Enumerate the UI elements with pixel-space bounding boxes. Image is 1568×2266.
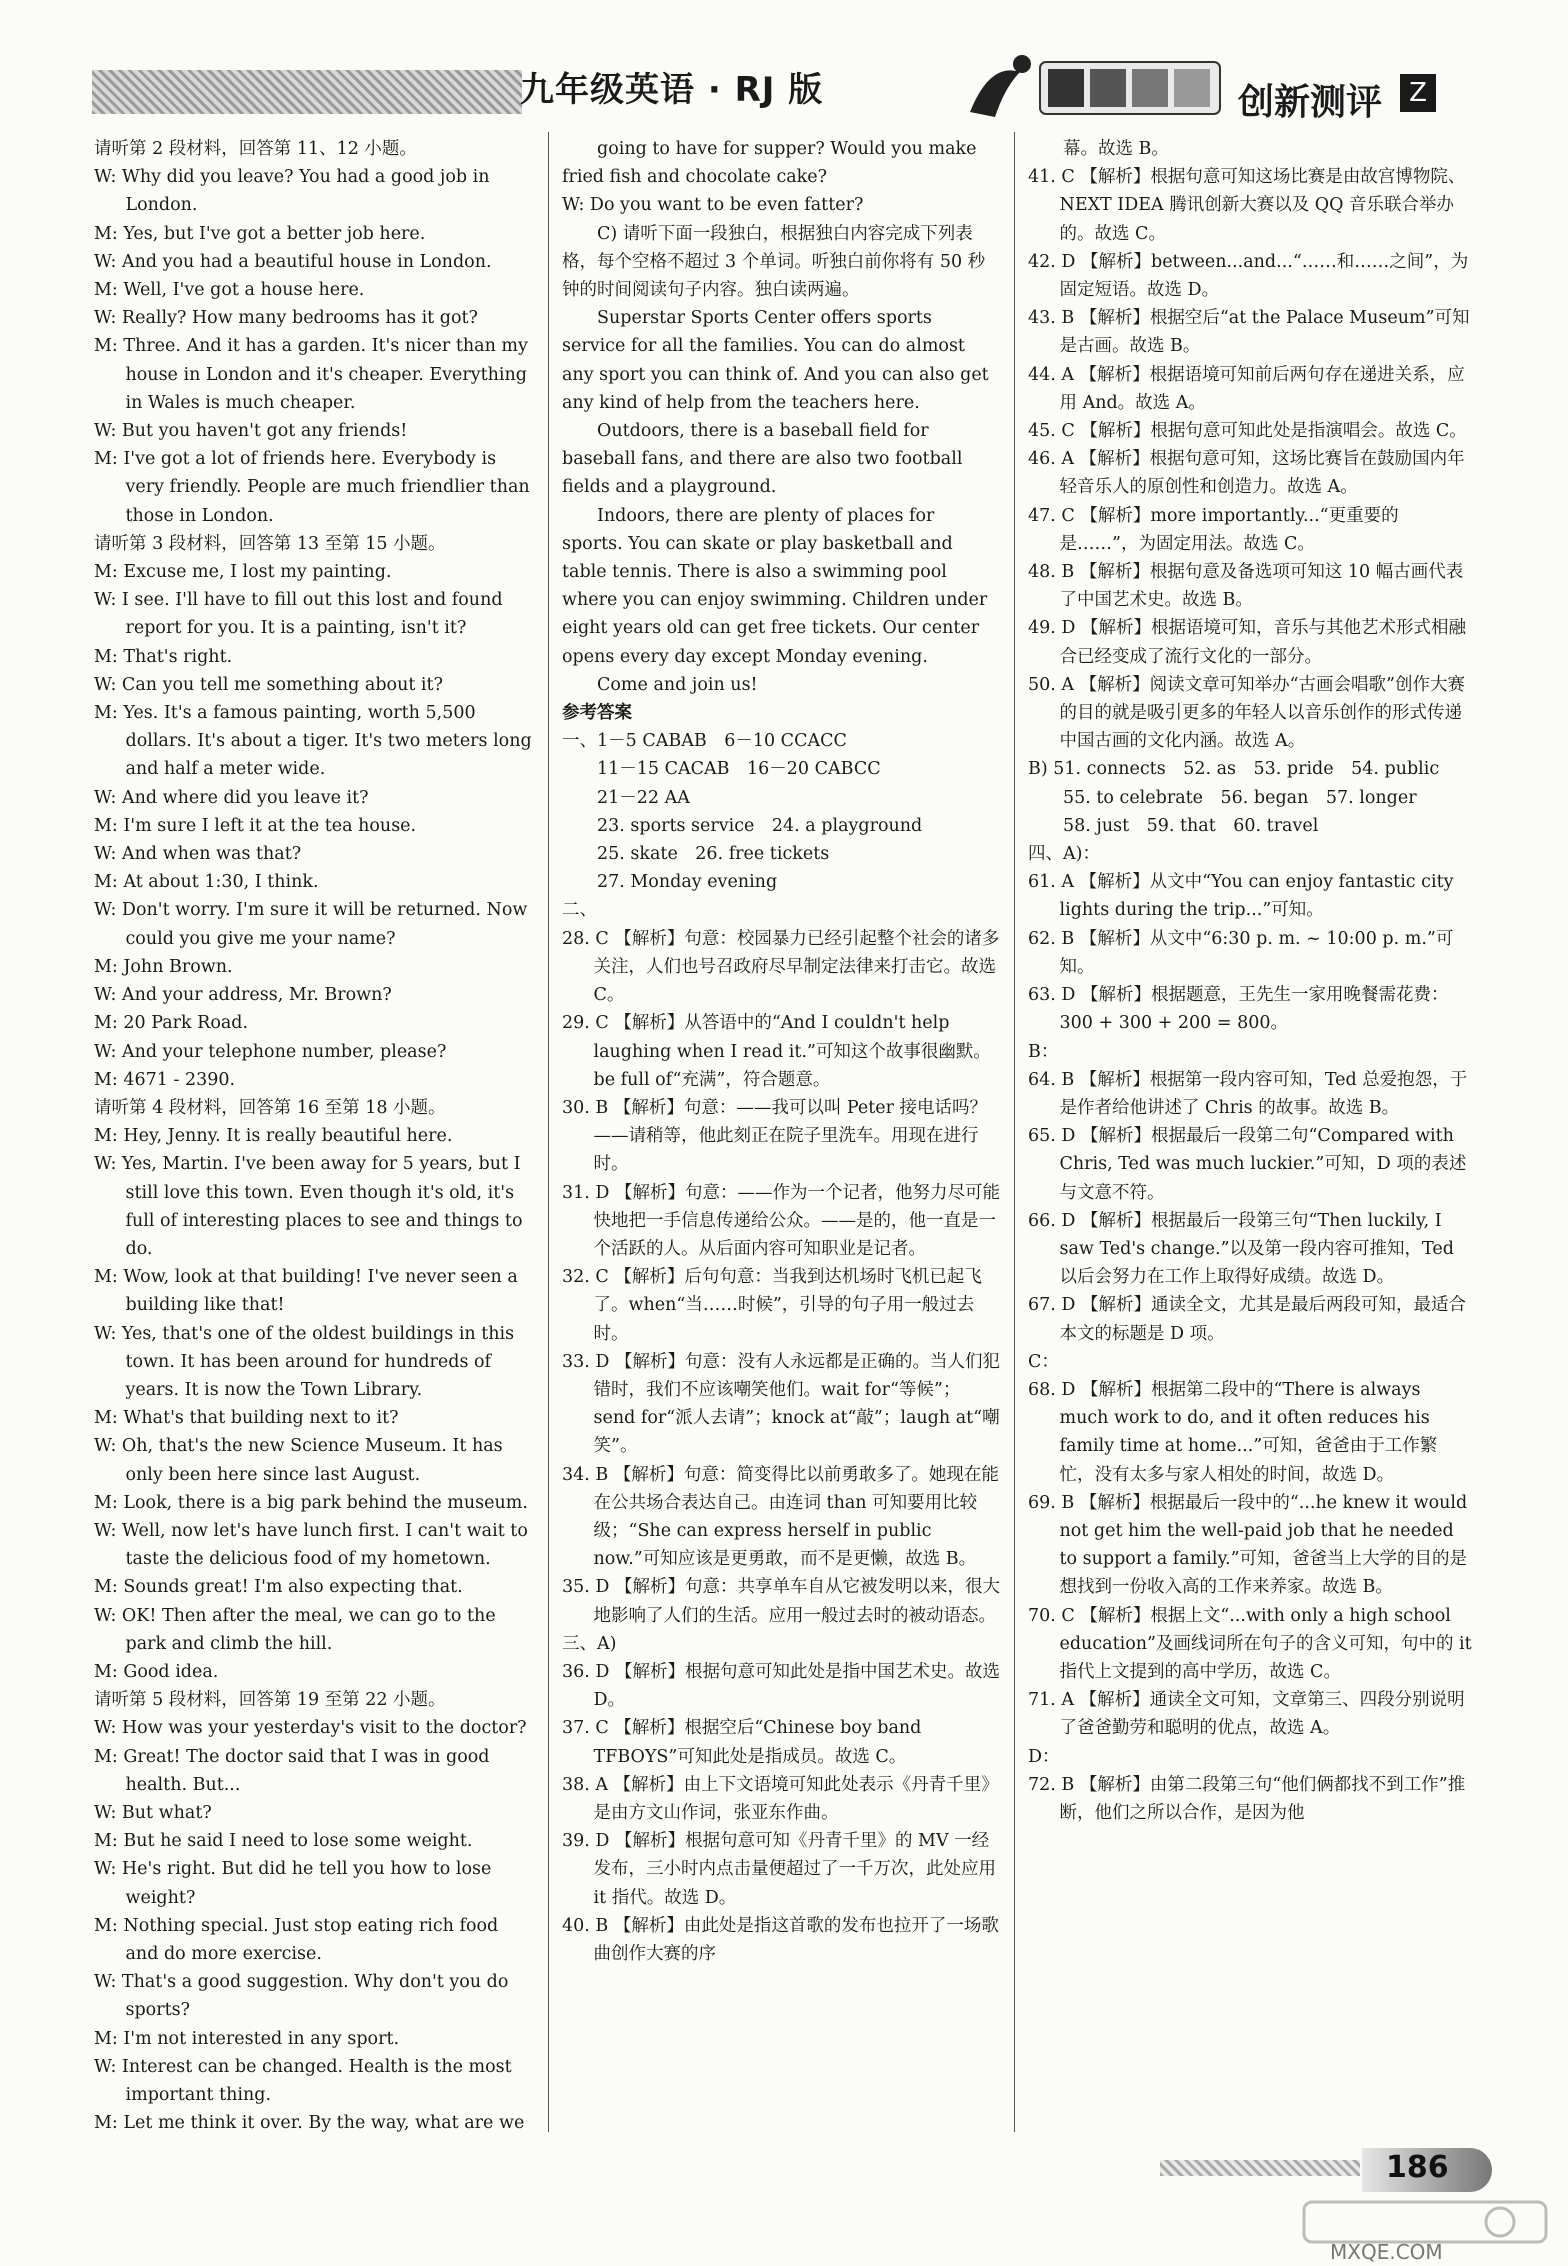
- text-line: 69. B 【解析】根据最后一段中的“...he knew it would not get him the well-paid job that he needed to support a family.”可知，爸爸当上大学的目的是想找到一份收入高的工作来养家。故选 B。: [1028, 1492, 1473, 1598]
- text-line: 38. A 【解析】由上下文语境可知此处表示《丹青千里》是由方文山作词，张亚东作曲。: [562, 1774, 999, 1823]
- text-line: 39. D 【解析】根据句意可知《丹青千里》的 MV 一经发布，三小时内点击量便超过了一千万次，此处应用 it 指代。故选 D。: [562, 1831, 1002, 1908]
- text-line: 71. A 【解析】通读全文可知，文章第三、四段分别说明了爸爸勤劳和聪明的优点，故选 A。: [1028, 1690, 1465, 1739]
- text-line: W: And your address, Mr. Brown?: [94, 985, 392, 1006]
- text-line: going to have for supper? Would you make fried fish and chocolate cake?: [562, 139, 983, 188]
- text-line: 21－22 AA: [597, 787, 690, 808]
- text-line: 70. C 【解析】根据上文“...with only a high school education”及画线词所在句子的含义可知，句中的 it 指代上文提到的高中学历，故选 C。: [1028, 1605, 1478, 1682]
- text-line: M: Yes. It's a famous painting, worth 5,500 dollars. It's about a tiger. It's two meters long and half a meter wide.: [94, 703, 538, 780]
- text-line: 幕。故选 B。: [1063, 139, 1169, 159]
- text-line: 34. B 【解析】句意：简变得比以前勇敢多了。她现在能在公共场合表达自己。由连词 than 可知要用比较级；“She can express herself in public now.”可知应该是更勇敢，而不是更懒，故选 B。: [562, 1464, 999, 1570]
- text-line: W: I see. I'll have to fill out this lost and found report for you. It is a painting, isn't it?: [94, 590, 509, 639]
- text-line: 23. sports service 24. a playground: [597, 815, 923, 836]
- text-line: 三、A): [562, 1633, 617, 1654]
- text-line: 33. D 【解析】句意：没有人永远都是正确的。当人们犯错时，我们不应该嘲笑他们。wait for“等候”；send for“派人去请”；knock at“敲”；laugh at“嘲笑”。: [562, 1351, 1000, 1457]
- header-stripe: [92, 70, 522, 114]
- text-line: Superstar Sports Center offers sports service for all the families. You can do almost any sport you can think of. And you can also get any kind of help from the teachers here.: [562, 308, 995, 413]
- footer-stripe: [1160, 2160, 1360, 2176]
- text-line: 27. Monday evening: [597, 872, 778, 893]
- text-line: 50. A 【解析】阅读文章可知举办“古画会唱歌”创作大赛的目的就是吸引更多的年轻人以音乐创作的形式传递中国古画的文化内涵。故选 A。: [1028, 674, 1465, 752]
- text-line: M: What's that building next to it?: [94, 1408, 399, 1429]
- text-line: W: Oh, that's the new Science Museum. It has only been here since last August.: [94, 1436, 509, 1485]
- text-line: W: And where did you leave it?: [94, 787, 369, 808]
- text-line: 请听第 3 段材料，回答第 13 至第 15 小题。: [94, 533, 446, 554]
- text-line: M: Excuse me, I lost my painting.: [94, 562, 392, 583]
- text-line: 65. D 【解析】根据最后一段第二句“Compared with Chris, Ted was much luckier.”可知，D 项的表述与文意不符。: [1028, 1126, 1467, 1203]
- text-line: M: Wow, look at that building! I've never seen a building like that!: [94, 1267, 524, 1316]
- text-line: 28. C 【解析】句意：校园暴力已经引起整个社会的诸多关注，人们也号召政府尽早制定法律来打击它。故选 C。: [562, 928, 1002, 1006]
- text-line: W: Don't worry. I'm sure it will be returned. Now could you give me your name?: [94, 900, 533, 949]
- text-line: B) 51. connects 52. as 53. pride 54. public: [1028, 759, 1440, 780]
- text-line: M: At about 1:30, I think.: [94, 872, 319, 893]
- text-line: Indoors, there are plenty of places for sports. You can skate or play basketball and table tennis. There is also a swimming pool where you can enjoy swimming. Children under eight years old can get free tickets. Our center opens every day except Monday evening.: [562, 505, 993, 667]
- text-line: Come and join us!: [597, 674, 758, 695]
- text-line: 请听第 5 段材料，回答第 19 至第 22 小题。: [94, 1690, 446, 1711]
- text-line: 35. D 【解析】句意：共享单车自从它被发明以来，很大地影响了人们的生活。应用一般过去时的被动语态。: [562, 1577, 1000, 1626]
- text-line: 61. A 【解析】从文中“You can enjoy fantastic city lights during the trip...”可知。: [1028, 872, 1460, 921]
- text-line: M: I've got a lot of friends here. Everybody is very friendly. People are much friendlier than those in London.: [94, 449, 536, 526]
- text-line: W: And when was that?: [94, 844, 302, 865]
- text-line: W: And you had a beautiful house in London.: [94, 251, 492, 272]
- text-line: 一、1－5 CABAB 6－10 CCACC: [562, 731, 847, 752]
- text-line: 40. B 【解析】由此处是指这首歌的发布也拉开了一场歌曲创作大赛的序: [562, 1915, 999, 1964]
- text-line: M: Great! The doctor said that I was in good health. But...: [94, 1746, 496, 1795]
- text-line: M: 4671 - 2390.: [94, 1069, 236, 1090]
- text-line: W: Well, now let's have lunch first. I can't wait to taste the delicious food of my hometown.: [94, 1520, 534, 1570]
- text-line: B：: [1028, 1041, 1059, 1062]
- page-number: 186: [1386, 2150, 1449, 2185]
- text-line: 66. D 【解析】根据最后一段第三句“Then luckily, I saw Ted's change.”以及第一段内容可推知，Ted 以后会努力在工作上取得好成绩。故选 D。: [1028, 1210, 1460, 1288]
- text-line: M: That's right.: [94, 646, 233, 667]
- text-line: 11－15 CACAB 16－20 CABCC: [597, 759, 881, 780]
- text-line: M: Let me think it over. By the way, what are we: [94, 2113, 525, 2134]
- text-line: M: Well, I've got a house here.: [94, 280, 365, 301]
- text-line: 25. skate 26. free tickets: [597, 844, 830, 865]
- text-line: M: Hey, Jenny. It is really beautiful here.: [94, 1126, 453, 1147]
- text-line: 请听第 4 段材料，回答第 16 至第 18 小题。: [94, 1097, 446, 1118]
- text-line: W: OK! Then after the meal, we can go to the park and climb the hill.: [94, 1605, 502, 1654]
- text-line: W: He's right. But did he tell you how to lose weight?: [94, 1859, 497, 1908]
- text-line: 72. B 【解析】由第二段第三句“他们俩都找不到工作”推断，他们之所以合作，是因为他: [1028, 1774, 1466, 1823]
- text-line: W: Do you want to be even fatter?: [562, 195, 864, 216]
- text-line: 45. C 【解析】根据句意可知此处是指演唱会。故选 C。: [1028, 421, 1467, 442]
- text-line: M: 20 Park Road.: [94, 1013, 249, 1034]
- text-line: 48. B 【解析】根据句意及备选项可知这 10 幅古画代表了中国艺术史。故选 B。: [1028, 562, 1464, 611]
- column-right: [1028, 135, 1478, 2135]
- text-line: 四、A)：: [1028, 844, 1100, 865]
- text-line: W: Interest can be changed. Health is the most important thing.: [94, 2056, 518, 2106]
- text-line: 58. just 59. that 60. travel: [1063, 815, 1319, 836]
- text-line: Outdoors, there is a baseball field for baseball fans, and there are also two football fields and a playground.: [562, 421, 968, 498]
- column-middle: [562, 135, 1006, 2135]
- column-left: [94, 135, 538, 2135]
- brand-badge: Z: [1400, 74, 1436, 112]
- text-line: 36. D 【解析】根据句意可知此处是指中国艺术史。故选 D。: [562, 1661, 1006, 1711]
- page-header: [0, 0, 1568, 130]
- text-line: 29. C 【解析】从答语中的“And I couldn't help laughing when I read it.”可知这个故事很幽默。be full of“充满”，符合题意。: [562, 1013, 991, 1090]
- text-line: 68. D 【解析】根据第二段中的“There is always much work to do, and it often reduces his family time at home...”可知，爸爸由于工作繁忙，没有太多与家人相处的时间，故选 D。: [1028, 1379, 1438, 1485]
- text-line: 46. A 【解析】根据句意可知，这场比赛旨在鼓励国内年轻音乐人的原创性和创造力。故选 A。: [1028, 449, 1465, 498]
- text-line: 44. A 【解析】根据语境可知前后两句存在递进关系，应用 And。故选 A。: [1028, 364, 1465, 413]
- text-line: 55. to celebrate 56. began 57. longer: [1063, 787, 1417, 808]
- text-line: 二、: [562, 900, 597, 921]
- text-line: M: Look, there is a big park behind the museum.: [94, 1492, 528, 1513]
- text-line: W: How was your yesterday's visit to the doctor?: [94, 1718, 527, 1739]
- text-line: M: I'm not interested in any sport.: [94, 2028, 400, 2049]
- text-line: W: Really? How many bedrooms has it got?: [94, 308, 478, 329]
- text-line: M: Good idea.: [94, 1661, 219, 1682]
- text-line: W: And your telephone number, please?: [94, 1041, 447, 1062]
- text-line: W: But what?: [94, 1802, 212, 1823]
- text-line: M: Three. And it has a garden. It's nicer than my house in London and it's cheaper. Everything in Wales is much cheaper.: [94, 336, 534, 413]
- column-divider: [1014, 132, 1015, 2132]
- page-title: 九年级英语 · RJ 版: [520, 70, 824, 110]
- text-line: 32. C 【解析】后句句意：当我到达机场时飞机已起飞了。when“当……时候”，引导的句子用一般过去时。: [562, 1267, 982, 1344]
- text-line: W: Yes, Martin. I've been away for 5 years, but I still love this town. Even though it's old, it's full of interesting places to see and things to do.: [94, 1154, 529, 1259]
- text-line: M: But he said I need to lose some weight.: [94, 1831, 473, 1852]
- text-line: C) 请听下面一段独白，根据独白内容完成下列表格，每个空格不超过 3 个单词。听独白前你将有 50 秒钟的时间阅读句子内容。独白读两遍。: [562, 223, 986, 301]
- text-line: 64. B 【解析】根据第一段内容可知，Ted 总爱抱怨，于是作者给他讲述了 Chris 的故事。故选 B。: [1028, 1069, 1468, 1118]
- text-line: W: That's a good suggestion. Why don't you do sports?: [94, 1972, 514, 2021]
- text-line: M: I'm sure I left it at the tea house.: [94, 815, 417, 836]
- text-line: 请听第 2 段材料，回答第 11、12 小题。: [94, 139, 417, 159]
- text-line: 43. B 【解析】根据空后“at the Palace Museum”可知是古画。故选 B。: [1028, 308, 1470, 357]
- text-line: 41. C 【解析】根据句意可知这场比赛是由故宫博物院、NEXT IDEA 腾讯创新大赛以及 QQ 音乐联合举办的。故选 C。: [1028, 167, 1466, 244]
- text-line: 47. C 【解析】more importantly...“更重要的是……”，为固定用法。故选 C。: [1028, 505, 1399, 554]
- text-line: 62. B 【解析】从文中“6:30 p. m. ~ 10:00 p. m.”可知。: [1028, 928, 1454, 977]
- text-line: 67. D 【解析】通读全文，尤其是最后两段可知，最适合本文的标题是 D 项。: [1028, 1295, 1466, 1344]
- text-line: 63. D 【解析】根据题意，王先生一家用晚餐需花费：300 + 300 + 200 = 800。: [1028, 985, 1449, 1034]
- text-line: 42. D 【解析】between...and...“……和……之间”，为固定短语。故选 D。: [1028, 251, 1469, 301]
- text-line: D：: [1028, 1746, 1060, 1767]
- text-line: M: Yes, but I've got a better job here.: [94, 223, 426, 244]
- watermark-text: MXQE.COM: [1330, 2240, 1443, 2264]
- brand-name: 创新测评: [1238, 82, 1383, 123]
- section-heading: 参考答案: [562, 703, 632, 724]
- text-line: W: Why did you leave? You had a good job in London.: [94, 167, 496, 216]
- column-divider: [548, 132, 549, 2132]
- logo-icon: [960, 42, 1230, 132]
- text-line: 49. D 【解析】根据语境可知，音乐与其他艺术形式相融合已经变成了流行文化的一部分。: [1028, 618, 1466, 667]
- text-line: 31. D 【解析】句意：——作为一个记者，他努力尽可能快地把一手信息传递给公众。——是的，他一直是一个活跃的人。从后面内容可知职业是记者。: [562, 1182, 1000, 1259]
- text-line: M: John Brown.: [94, 956, 233, 977]
- text-line: W: Can you tell me something about it?: [94, 674, 443, 695]
- text-line: C：: [1028, 1351, 1059, 1372]
- text-line: W: Yes, that's one of the oldest buildings in this town. It has been around for hundreds of years. It is now the Town Library.: [94, 1323, 520, 1400]
- text-line: 30. B 【解析】句意：——我可以叫 Peter 接电话吗？——请稍等，他此刻正在院子里洗车。用现在进行时。: [562, 1097, 988, 1175]
- text-line: M: Sounds great! I'm also expecting that.: [94, 1577, 463, 1598]
- text-line: W: But you haven't got any friends!: [94, 421, 408, 442]
- text-line: M: Nothing special. Just stop eating rich food and do more exercise.: [94, 1915, 504, 1964]
- text-line: 37. C 【解析】根据空后“Chinese boy band TFBOYS”可知此处是指成员。故选 C。: [562, 1718, 927, 1767]
